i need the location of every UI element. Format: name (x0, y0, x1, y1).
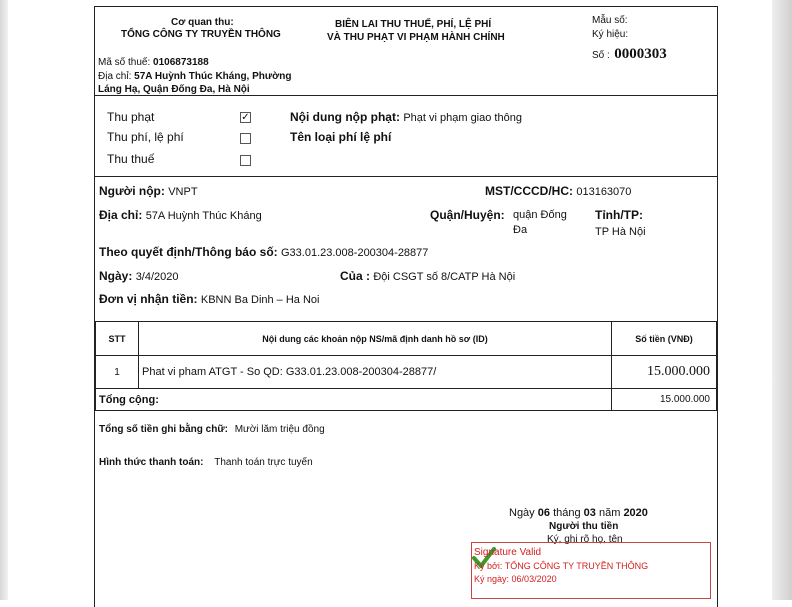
column-header-amount: Số tiền (VNĐ) (612, 322, 717, 356)
signature-status: Signature Valid (474, 547, 542, 558)
table-row (96, 356, 717, 389)
column-header-stt: STT (96, 322, 139, 356)
total-amount: 15.000.000 (612, 389, 717, 411)
amount-in-words: Tổng số tiền ghi bằng chữ: Mười lăm triệu đồng (99, 424, 325, 435)
payer-id: MST/CCCD/HC: 013163070 (485, 184, 632, 198)
issuer-name: TỔNG CÔNG TY TRUYỀN THÔNG (121, 29, 281, 40)
receipt-document (94, 6, 718, 607)
sign-hint: Ký, ghi rõ họ, tên (547, 534, 623, 545)
type-label-fine: Thu phạt (107, 110, 155, 124)
symbol-label: Ký hiệu: (592, 29, 629, 40)
district-value: quận Đống (513, 209, 567, 221)
decision-number: Theo quyết định/Thông báo số: G33.01.23.008-200304-28877 (99, 245, 429, 259)
issuer-address: Địa chỉ: 57A Huỳnh Thúc Kháng, Phường (98, 71, 292, 82)
viewer-left-border (0, 0, 8, 600)
receipt-title-line2: VÀ THU PHẠT VI PHẠM HÀNH CHÍNH (327, 32, 505, 43)
province-label: Tỉnh/TP: (595, 208, 643, 222)
digital-signature-box[interactable] (471, 542, 711, 599)
table-header-row (96, 322, 717, 356)
checkbox-fine[interactable]: ✓ (241, 112, 250, 123)
divider (95, 176, 717, 177)
receiving-unit: Đơn vị nhận tiền: KBNN Ba Dinh – Ha Noi (99, 292, 320, 306)
district-label: Quận/Huyện: (430, 208, 505, 222)
checkbox-fee[interactable] (240, 133, 251, 144)
district-value-line2: Đa (513, 224, 528, 236)
checkbox-tax[interactable] (240, 155, 251, 166)
issuer-label: Cơ quan thu: (171, 17, 234, 28)
viewer-right-border (772, 0, 792, 600)
row-stt: 1 (96, 356, 139, 389)
collector-label: Người thu tiền (549, 521, 619, 532)
payment-method: Hình thức thanh toán: Thanh toán trực tuyến (99, 457, 313, 468)
decision-of: Của : Đội CSGT số 8/CATP Hà Nội (340, 269, 516, 283)
row-content: Phat vi pham ATGT - So QD: G33.01.23.008-200304-28877/ (139, 356, 612, 389)
signing-date: Ngày 06 tháng 03 năm 2020 (509, 507, 648, 519)
receipt-title-line1: BIÊN LAI THU THUẾ, PHÍ, LỆ PHÍ (335, 19, 492, 30)
divider (95, 95, 717, 96)
province-value: TP Hà Nội (595, 226, 646, 238)
decision-date: Ngày: 3/4/2020 (99, 269, 179, 283)
column-header-content: Nội dung các khoản nộp NS/mã định danh hồ sơ (ID) (139, 322, 612, 356)
issuer-tax-code: Mã số thuế: 0106873188 (98, 57, 209, 68)
signature-date: Ký ngày: 06/03/2020 (474, 574, 557, 584)
table-total-row (96, 389, 717, 411)
items-table (95, 321, 717, 411)
fee-type-label: Tên loại phí lệ phí (290, 130, 392, 144)
payer-name: Người nộp: VNPT (99, 184, 198, 198)
row-amount: 15.000.000 (612, 356, 717, 389)
payer-address: Địa chỉ: 57A Huỳnh Thúc Kháng (99, 208, 262, 222)
issuer-address-line2: Láng Hạ, Quận Đống Đa, Hà Nội (98, 84, 250, 95)
type-label-tax: Thu thuế (107, 152, 155, 166)
receipt-number: Số : 0000303 (592, 46, 667, 62)
type-label-fee: Thu phí, lệ phí (107, 130, 184, 144)
signature-signer: Ký bởi: TỔNG CÔNG TY TRUYỀN THÔNG (474, 561, 649, 571)
template-label: Mẫu số: (592, 15, 628, 26)
payment-content: Nội dung nộp phạt: Phạt vi phạm giao thông (290, 110, 522, 124)
total-label: Tổng cộng: (96, 389, 612, 411)
